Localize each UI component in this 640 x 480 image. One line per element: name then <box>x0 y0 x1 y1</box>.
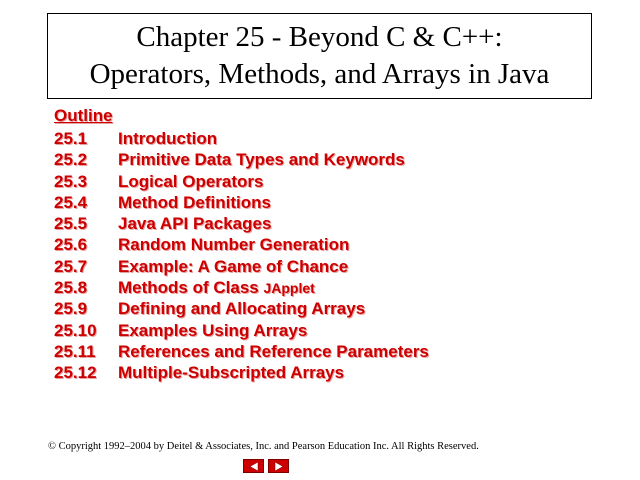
outline-item <box>54 128 429 149</box>
section-title: Java API Packages <box>118 214 272 234</box>
title-line-1: Chapter 25 - Beyond C & C++: <box>136 21 503 53</box>
previous-slide-button[interactable] <box>243 459 264 473</box>
outline-heading: Outline <box>54 106 113 125</box>
section-title: Random Number Generation <box>118 235 350 255</box>
section-title: Logical Operators <box>118 171 264 191</box>
section-title: Multiple-Subscripted Arrays <box>118 363 345 383</box>
outline-item <box>54 192 429 213</box>
section-number: 25.4 <box>54 192 88 212</box>
triangle-left-icon <box>249 462 259 471</box>
section-number: 25.9 <box>54 299 88 319</box>
title-line-2: Operators, Methods, and Arrays in Java <box>89 58 550 90</box>
section-title: Examples Using Arrays <box>118 320 308 340</box>
outline-item <box>54 277 429 298</box>
section-number: 25.7 <box>54 256 88 276</box>
outline-item <box>54 234 429 255</box>
outline-item <box>54 149 429 170</box>
outline-item <box>54 171 429 192</box>
section-title: Defining and Allocating Arrays <box>118 299 366 319</box>
class-name-code: JApplet <box>263 280 315 297</box>
slide-title <box>47 13 592 99</box>
section-number: 25.2 <box>54 150 88 170</box>
copyright-notice: © Copyright 1992–2004 by Deitel & Associates, Inc. and Pearson Education Inc. All Rights Reserved. <box>48 441 479 452</box>
slide-navigation <box>243 459 289 473</box>
section-number: 25.6 <box>54 235 88 255</box>
section-title: Introduction <box>118 129 218 148</box>
section-title: Methods of Class <box>118 278 264 298</box>
outline-item <box>54 320 429 341</box>
outline-item <box>54 298 429 319</box>
next-slide-button[interactable] <box>268 459 289 473</box>
section-number: 25.5 <box>54 214 88 234</box>
outline-item <box>54 341 429 362</box>
section-number: 25.11 <box>54 341 96 361</box>
outline-item <box>54 213 429 234</box>
section-number: 25.10 <box>54 320 97 340</box>
section-number: 25.12 <box>54 363 97 383</box>
outline-item <box>54 362 429 383</box>
section-number: 25.3 <box>54 171 88 191</box>
section-title: Method Definitions <box>118 192 271 212</box>
section-title: References and Reference Parameters <box>118 341 429 361</box>
section-title: Primitive Data Types and Keywords <box>118 150 405 170</box>
section-number: 25.1 <box>54 129 88 148</box>
outline-list <box>54 128 429 384</box>
section-number: 25.8 <box>54 278 88 298</box>
triangle-right-icon <box>274 462 284 471</box>
section-title: Example: A Game of Chance <box>118 256 349 276</box>
outline-item <box>54 256 429 277</box>
